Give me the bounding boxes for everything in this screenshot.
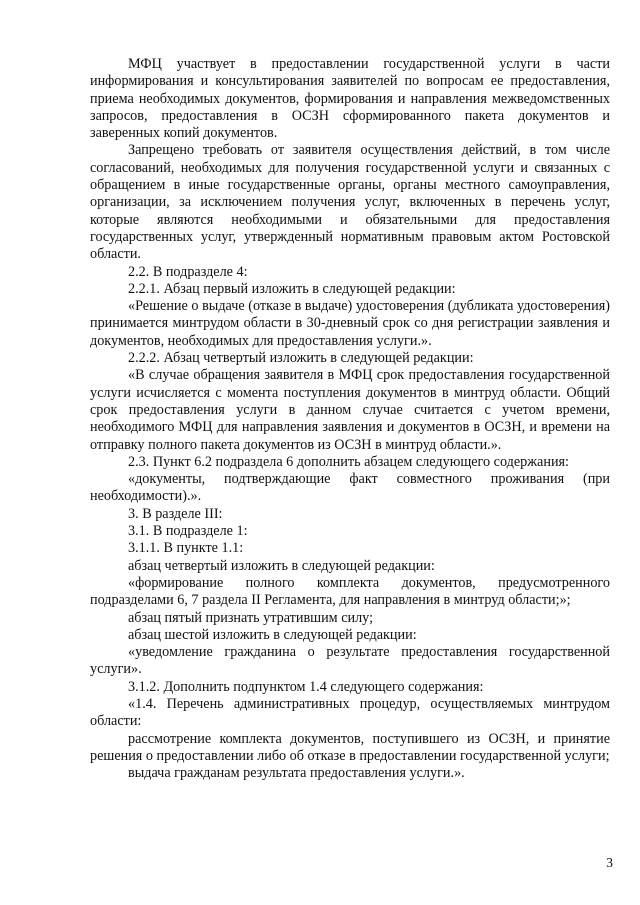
- paragraph: рассмотрение комплекта документов, поступившего из ОСЗН, и принятие решения о предоставлении либо об отказе в предоставлении государственной услуги;: [90, 730, 610, 764]
- paragraph: 3.1.2. Дополнить подпунктом 1.4 следующего содержания:: [128, 678, 484, 695]
- page-number: 3: [606, 855, 613, 870]
- paragraph: «Решение о выдаче (отказе в выдаче) удостоверения (дубликата удостоверения) принимается минтрудом области в 30-дневный срок со дня регистрации заявления и документов, необходимых для предоставления услуги.».: [90, 298, 610, 349]
- paragraph: выдача гражданам результата предоставления услуги.».: [128, 765, 465, 782]
- paragraph: 3.1. В подразделе 1:: [128, 523, 248, 540]
- paragraph: МФЦ участвует в предоставлении государственной услуги в части информирования и консультирования заявителей по вопросам ее предоставления, приема необходимых документов, формирования и направления межведомственных запросов, предоставления в ОСЗН сформированного пакета документов и заверенных копий документов.: [90, 56, 610, 142]
- paragraph: «1.4. Перечень административных процедур, осуществляемых минтрудом области:: [90, 695, 610, 730]
- document-body: [90, 56, 610, 782]
- paragraph: абзац шестой изложить в следующей редакции:: [128, 626, 417, 643]
- paragraph: 2.2.1. Абзац первый изложить в следующей редакции:: [128, 280, 456, 297]
- paragraph: 3.1.1. В пункте 1.1:: [128, 540, 244, 557]
- paragraph: 3. В разделе III:: [128, 505, 223, 522]
- paragraph: 2.2.2. Абзац четвертый изложить в следующей редакции:: [128, 350, 474, 367]
- paragraph: 2.3. Пункт 6.2 подраздела 6 дополнить абзацем следующего содержания:: [128, 453, 570, 470]
- paragraph: «В случае обращения заявителя в МФЦ срок предоставления государственной услуги исчисляется с момента поступления документов в минтруд области. Общий срок предоставления услуги в данном случае считается с учетом времени, необходимого МФЦ для направления заявления и документов в ОСЗН, и времени на отправку полного пакета документов из ОСЗН в минтруд области.».: [90, 367, 610, 453]
- paragraph: абзац четвертый изложить в следующей редакции:: [128, 557, 435, 574]
- paragraph: Запрещено требовать от заявителя осуществления действий, в том числе согласований, необходимых для получения государственной услуги и связанных с обращением в иные государственные органы, органы местного самоуправления, организации, за исключением получения услуг, включенных в перечень услуг, которые являются необходимыми и обязательными для предоставления государственных услуг, утвержденный нормативным правовым актом Ростовской области.: [90, 142, 610, 263]
- paragraph: «формирование полного комплекта документов, предусмотренного подразделами 6, 7 раздела II Регламента, для направления в минтруд области;»;: [90, 574, 610, 609]
- paragraph: абзац пятый признать утратившим силу;: [128, 609, 374, 626]
- paragraph: 2.2. В подразделе 4:: [128, 263, 248, 280]
- paragraph: «уведомление гражданина о результате предоставления государственной услуги».: [90, 644, 610, 678]
- paragraph: «документы, подтверждающие факт совместного проживания (при необходимости).».: [90, 471, 610, 505]
